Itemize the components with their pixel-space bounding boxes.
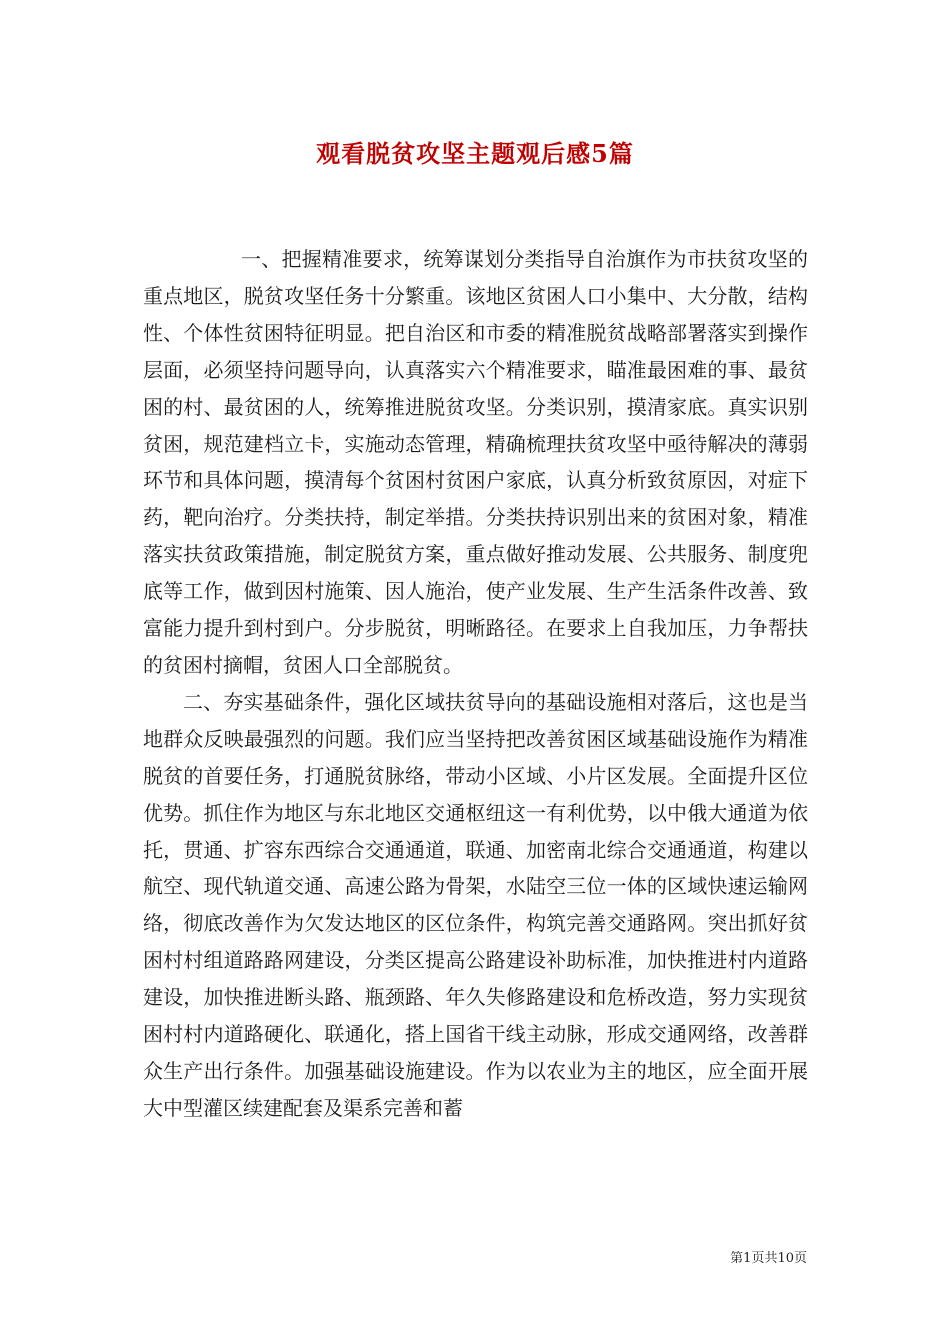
document-body [143,241,808,1127]
paragraph-1: 一、把握精准要求，统筹谋划分类指导自治旗作为市扶贫攻坚的重点地区，脱贫攻坚任务十分繁重。该地区贫困人口小集中、大分散，结构性、个体性贫困特征明显。把自治区和市委的精准脱贫战略部署落实到操作层面，必须坚持问题导向，认真落实六个精准要求，瞄准最困难的事、最贫困的村、最贫困的人，统筹推进脱贫攻坚。分类识别，摸清家底。真实识别贫困，规范建档立卡，实施动态管理，精确梳理扶贫攻坚中亟待解决的薄弱环节和具体问题，摸清每个贫困村贫困户家底，认真分析致贫原因，对症下药，靶向治疗。分类扶持，制定举措。分类扶持识别出来的贫困对象，精准落实扶贫政策措施，制定脱贫方案，重点做好推动发展、公共服务、制度兜底等工作，做到因村施策、因人施治，使产业发展、生产生活条件改善、致富能力提升到村到户。分步脱贫，明晰路径。在要求上自我加压，力争帮扶的贫困村摘帽，贫困人口全部脱贫。 [143,247,808,677]
paragraph-2: 二、夯实基础条件，强化区域扶贫导向的基础设施相对落后，这也是当地群众反映最强烈的问题。我们应当坚持把改善贫困区域基础设施作为精准脱贫的首要任务，打通脱贫脉络，带动小区域、小片区发展。全面提升区位优势。抓住作为地区与东北地区交通枢纽这一有利优势，以中俄大通道为依托，贯通、扩容东西综合交通通道，联通、加密南北综合交通通道，构建以航空、现代轨道交通、高速公路为骨架，水陆空三位一体的区域快速运输网络，彻底改善作为欠发达地区的区位条件，构筑完善交通路网。突出抓好贫困村村组道路路网建设，分类区提高公路建设补助标准，加快推进村内道路建设，加快推进断头路、瓶颈路、年久失修路建设和危桥改造，努力实现贫困村村内道路硬化、联通化，搭上国省干线主动脉，形成交通网络，改善群众生产出行条件。加强基础设施建设。作为以农业为主的地区，应全面开展大中型灌区续建配套及渠系完善和蓄 [143,689,808,1120]
page-number-footer: 第1页共10页 [730,1251,807,1266]
document-title: 观看脱贫攻坚主题观后感5篇 [316,139,634,168]
